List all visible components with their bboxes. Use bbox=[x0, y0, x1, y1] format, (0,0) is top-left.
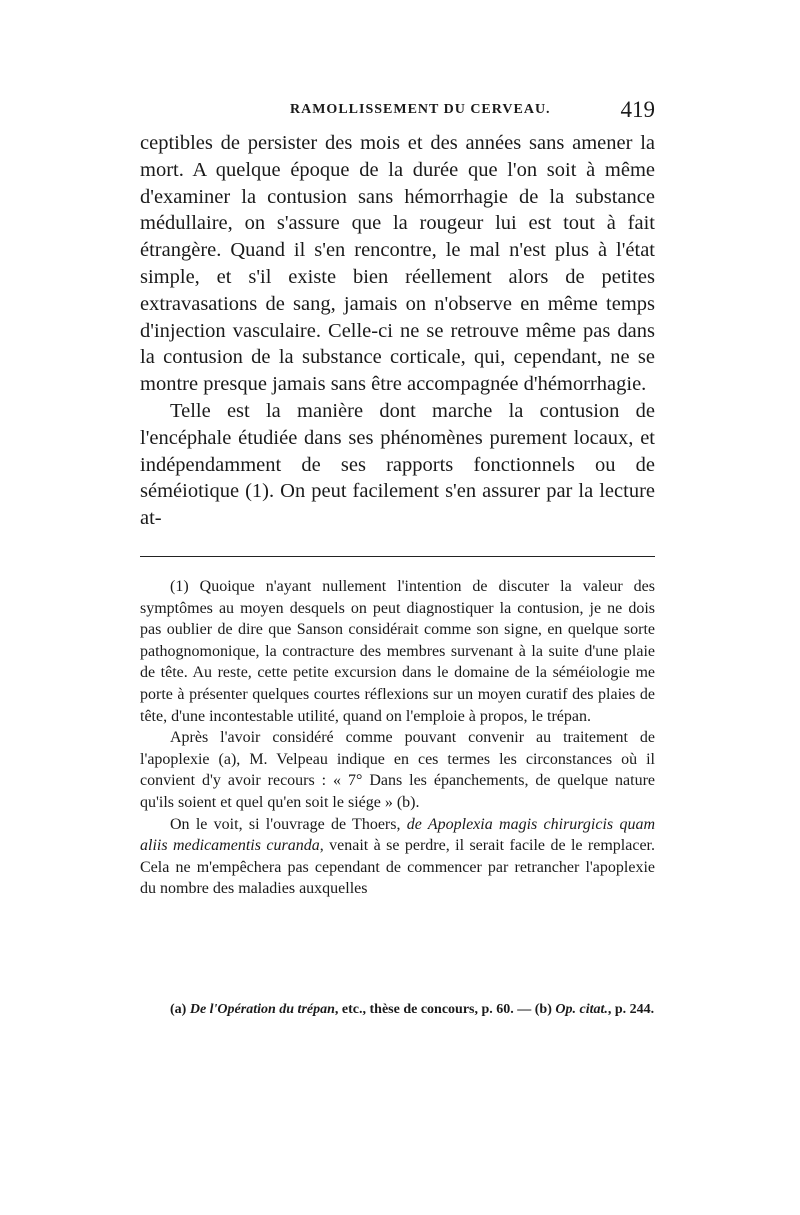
main-paragraph-2: Telle est la manière dont marche la contusion de l'encéphale étudiée dans ses phénomènes purement locaux, et indépendamment de ses rapports fonctionnels ou de séméiotique (1). On peut facilement s'en assurer par la lecture at- bbox=[140, 399, 655, 530]
footnote-paragraph-1: (1) Quoique n'ayant nullement l'intention de discuter la valeur des symptômes au moyen desquels on peut diagnostiquer la contusion, je ne dois pas oublier de dire que Sanson considérait comme son signe, en quelque sorte pathognomonique, la contracture des membres survenant à la suite d'une plaie de tête. Au reste, cette petite excursion dans le domaine de la séméiologie me porte à présenter quelques courtes réflexions sur un moyen curatif des plaies de tête, d'une incontestable utilité, quand on l'emploie à propos, le trépan. bbox=[140, 578, 655, 725]
sub-footnote-b-ref: Op. citat. bbox=[555, 1002, 608, 1017]
sub-footnote-a-title: De l'Opération du trépan bbox=[189, 1002, 335, 1017]
footnote-paragraph-2: Après l'avoir considéré comme pouvant convenir au traitement de l'apoplexie (a), M. Velpeau indique en ces termes les circonstances où il convient d'y avoir recours : « 7° Dans les épanchements, de quelque nature qu'ils soient et quel qu'en soit le siége » (b). bbox=[140, 729, 655, 811]
sub-footnotes bbox=[140, 1000, 655, 1020]
footnote-paragraph-3-end: , venait à se perdre, il serait facile de le remplacer. Cela ne m'empêchera pas cependant de commencer par retrancher l'apoplexie du nombre des maladies auxquelles bbox=[140, 837, 655, 898]
main-paragraph-1: ceptibles de persister des mois et des années sans amener la mort. A quelque époque de la durée que l'on soit à même d'examiner la contusion sans hémorrhagie de la substance médullaire, on s'assure que la rougeur lui est tout à fait étrangère. Quand il s'en rencontre, le mal n'est plus à l'état simple, et s'il existe bien réellement alors de petites extravasations de sang, jamais on n'observe en même temps d'injection vasculaire. Celle-ci ne se retrouve même pas dans la contusion de la substance corticale, qui, cependant, ne se montre presque jamais sans être accompagnée d'hémorrhagie. bbox=[140, 132, 655, 396]
thoers-title: de Apoplexia magis chirurgicis quam aliis medicamentis curanda bbox=[140, 815, 655, 855]
sub-footnote-b-page: , p. 244. bbox=[607, 1002, 655, 1017]
sub-footnote-a-marker: (a) bbox=[170, 1002, 190, 1017]
running-title: RAMOLLISSEMENT DU CERVEAU. bbox=[290, 102, 551, 117]
footnote-divider bbox=[140, 556, 655, 557]
sub-footnote-a bbox=[140, 1000, 655, 1020]
page-number: 419 bbox=[620, 97, 655, 122]
footnote-paragraph-3-start: On le voit, si l'ouvrage de Thoers, bbox=[170, 815, 407, 833]
page-header bbox=[140, 97, 655, 127]
footnote bbox=[140, 576, 655, 900]
main-text bbox=[140, 130, 655, 532]
footnote-paragraph-3 bbox=[140, 814, 655, 900]
sub-footnote-a-rest: , etc., thèse de concours, p. 60. — (b) bbox=[334, 1002, 556, 1017]
